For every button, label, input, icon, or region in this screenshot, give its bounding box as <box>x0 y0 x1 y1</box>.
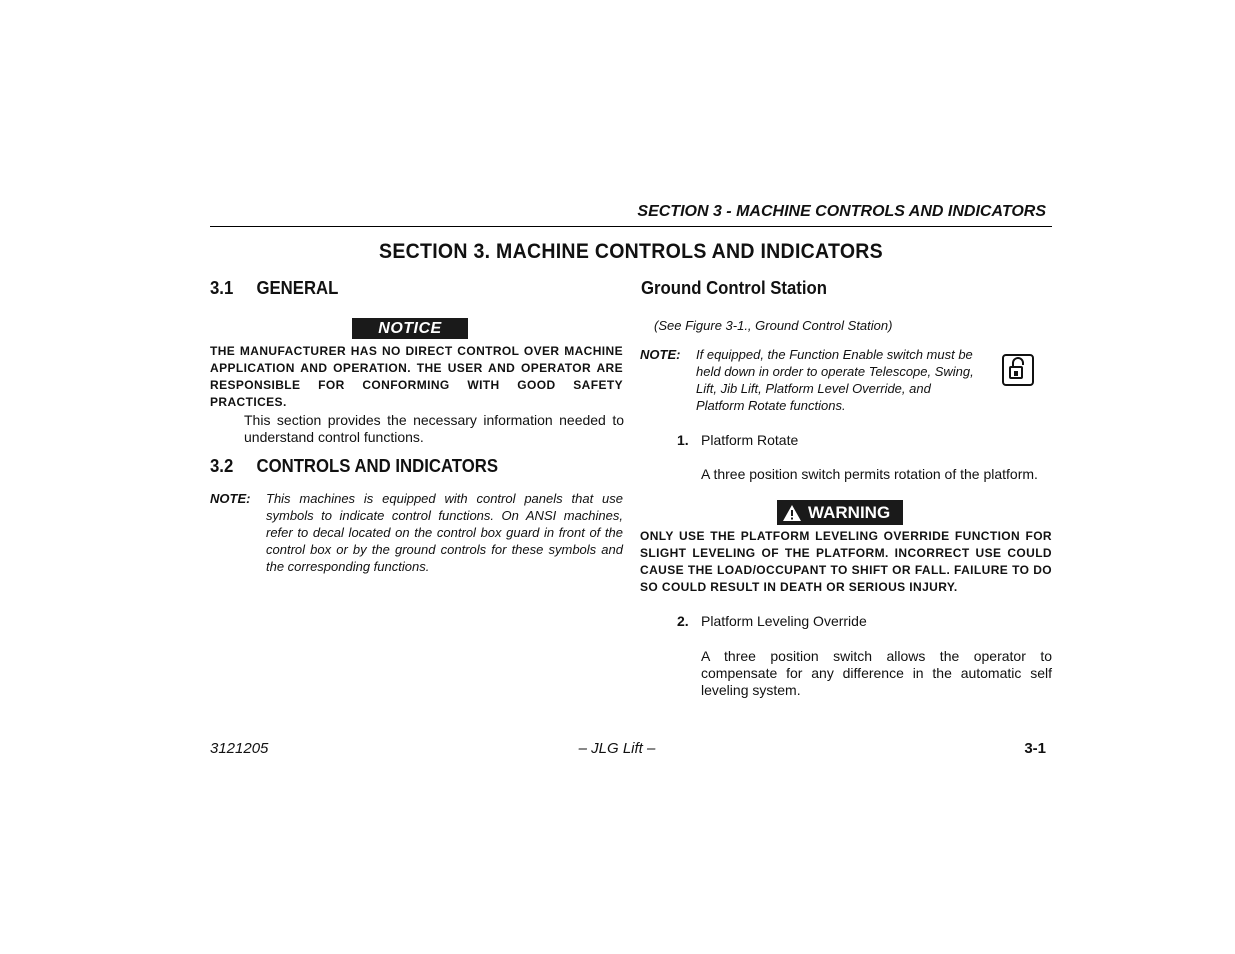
notice-text: THE MANUFACTURER HAS NO DIRECT CONTROL OVER MACHINE APPLICATION AND OPERATION. THE USER AND OPERATOR ARE RESPONSIBLE FOR CONFORMING WITH GOOD SAFETY PRACTICES. <box>210 344 623 409</box>
general-heading <box>210 278 338 299</box>
controls-note-label: NOTE: <box>210 491 251 506</box>
controls-heading-text: CONTROLS AND INDICATORS <box>256 456 498 476</box>
header-rule <box>210 226 1052 227</box>
controls-heading <box>210 456 498 477</box>
general-body: This section provides the necessary information needed to understand control functions. <box>244 412 624 445</box>
step-2-title: Platform Leveling Override <box>701 613 867 629</box>
warning-triangle-icon <box>782 504 802 522</box>
step-1-title: Platform Rotate <box>701 432 799 448</box>
step-2-number: 2. <box>677 613 689 629</box>
ground-control-heading: Ground Control Station <box>641 278 827 298</box>
notice-badge: NOTICE <box>352 318 468 339</box>
footer-page-number: 3-1 <box>1024 740 1046 757</box>
footer-doc-number: 3121205 <box>210 740 269 757</box>
step-1-number: 1. <box>677 432 689 448</box>
ground-note-text: If equipped, the Function Enable switch must be held down in order to operate Telescope, Swing, Lift, Jib Lift, Platform Level Override, and Platform Rotate functions. <box>696 347 974 413</box>
section-title: SECTION 3. MACHINE CONTROLS AND INDICATORS <box>379 240 883 263</box>
figure-reference: (See Figure 3-1., Ground Control Station) <box>654 318 893 333</box>
warning-text: ONLY USE THE PLATFORM LEVELING OVERRIDE FUNCTION FOR SLIGHT LEVELING OF THE PLATFORM. INCORRECT USE COULD CAUSE THE LOAD/OCCUPANT TO SHIFT OR FALL. FAILURE TO DO SO COULD RESULT IN DEATH OR SERIOUS INJURY. <box>640 529 1052 594</box>
step-1-description: A three position switch permits rotation of the platform. <box>701 466 1038 482</box>
step-2-description: A three position switch allows the operator to compensate for any difference in the automatic self leveling system. <box>701 648 1052 698</box>
ground-note-label: NOTE: <box>640 347 681 362</box>
warning-label: WARNING <box>808 503 891 522</box>
running-header: SECTION 3 - MACHINE CONTROLS AND INDICATORS <box>637 203 1046 220</box>
function-enable-icon <box>1000 352 1036 388</box>
controls-note-text: This machines is equipped with control panels that use symbols to indicate control functions. On ANSI machines, refer to decal located on the control box guard in front of the control box or by the ground controls for these symbols and the corresponding functions. <box>266 491 623 574</box>
footer-center: – JLG Lift – <box>578 740 656 757</box>
general-number: 3.1 <box>210 278 234 298</box>
controls-number: 3.2 <box>210 456 234 476</box>
warning-badge <box>777 500 903 525</box>
general-heading-text: GENERAL <box>256 278 339 298</box>
